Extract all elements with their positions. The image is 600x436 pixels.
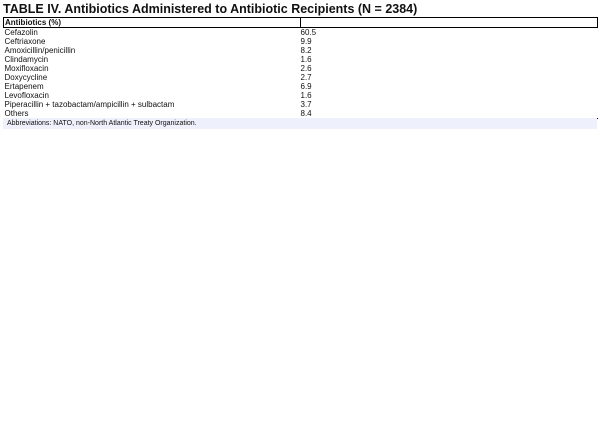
antibiotic-percent: 2.7 [300, 73, 312, 82]
table-row [4, 100, 598, 109]
antibiotic-name: Clindamycin [4, 55, 49, 64]
antibiotic-percent: 9.9 [300, 37, 312, 46]
antibiotic-name: Ertapenem [4, 82, 44, 91]
antibiotic-name: Others [4, 109, 301, 119]
antibiotic-name: Ceftriaxone [4, 37, 46, 46]
header-value [301, 18, 598, 28]
table-row [4, 73, 598, 82]
table-row [4, 37, 598, 46]
antibiotic-name: Amoxicillin/penicillin [4, 46, 76, 55]
table-footnote: Abbreviations: NATO, non-North Atlantic Treaty Organization. [3, 118, 597, 129]
antibiotic-name: Moxifloxacin [4, 64, 49, 73]
table-row [4, 28, 598, 38]
antibiotic-percent: 1.6 [300, 55, 312, 64]
antibiotic-name: Doxycycline [4, 73, 48, 82]
table-title: TABLE IV. Antibiotics Administered to Antibiotic Recipients (N = 2384) [3, 2, 418, 16]
table-row [4, 46, 598, 55]
antibiotic-name: Piperacillin + tazobactam/ampicillin + sulbactam [4, 100, 175, 109]
table-row [4, 64, 598, 73]
antibiotic-percent: 2.6 [300, 64, 312, 73]
antibiotic-percent: 8.4 [301, 109, 598, 119]
antibiotic-name: Levofloxacin [4, 91, 49, 100]
table-row [4, 82, 598, 91]
table-header-row [4, 18, 598, 28]
antibiotic-name: Cefazolin [4, 28, 38, 37]
table-row [4, 55, 598, 64]
antibiotic-percent: 6.9 [300, 82, 312, 91]
antibiotic-percent: 3.7 [300, 100, 312, 109]
table-row [4, 91, 598, 100]
antibiotic-percent: 8.2 [300, 46, 312, 55]
antibiotic-percent: 1.6 [300, 91, 312, 100]
header-antibiotics: Antibiotics (%) [4, 18, 301, 28]
antibiotics-table [3, 17, 598, 119]
antibiotic-percent: 60.5 [300, 28, 317, 37]
